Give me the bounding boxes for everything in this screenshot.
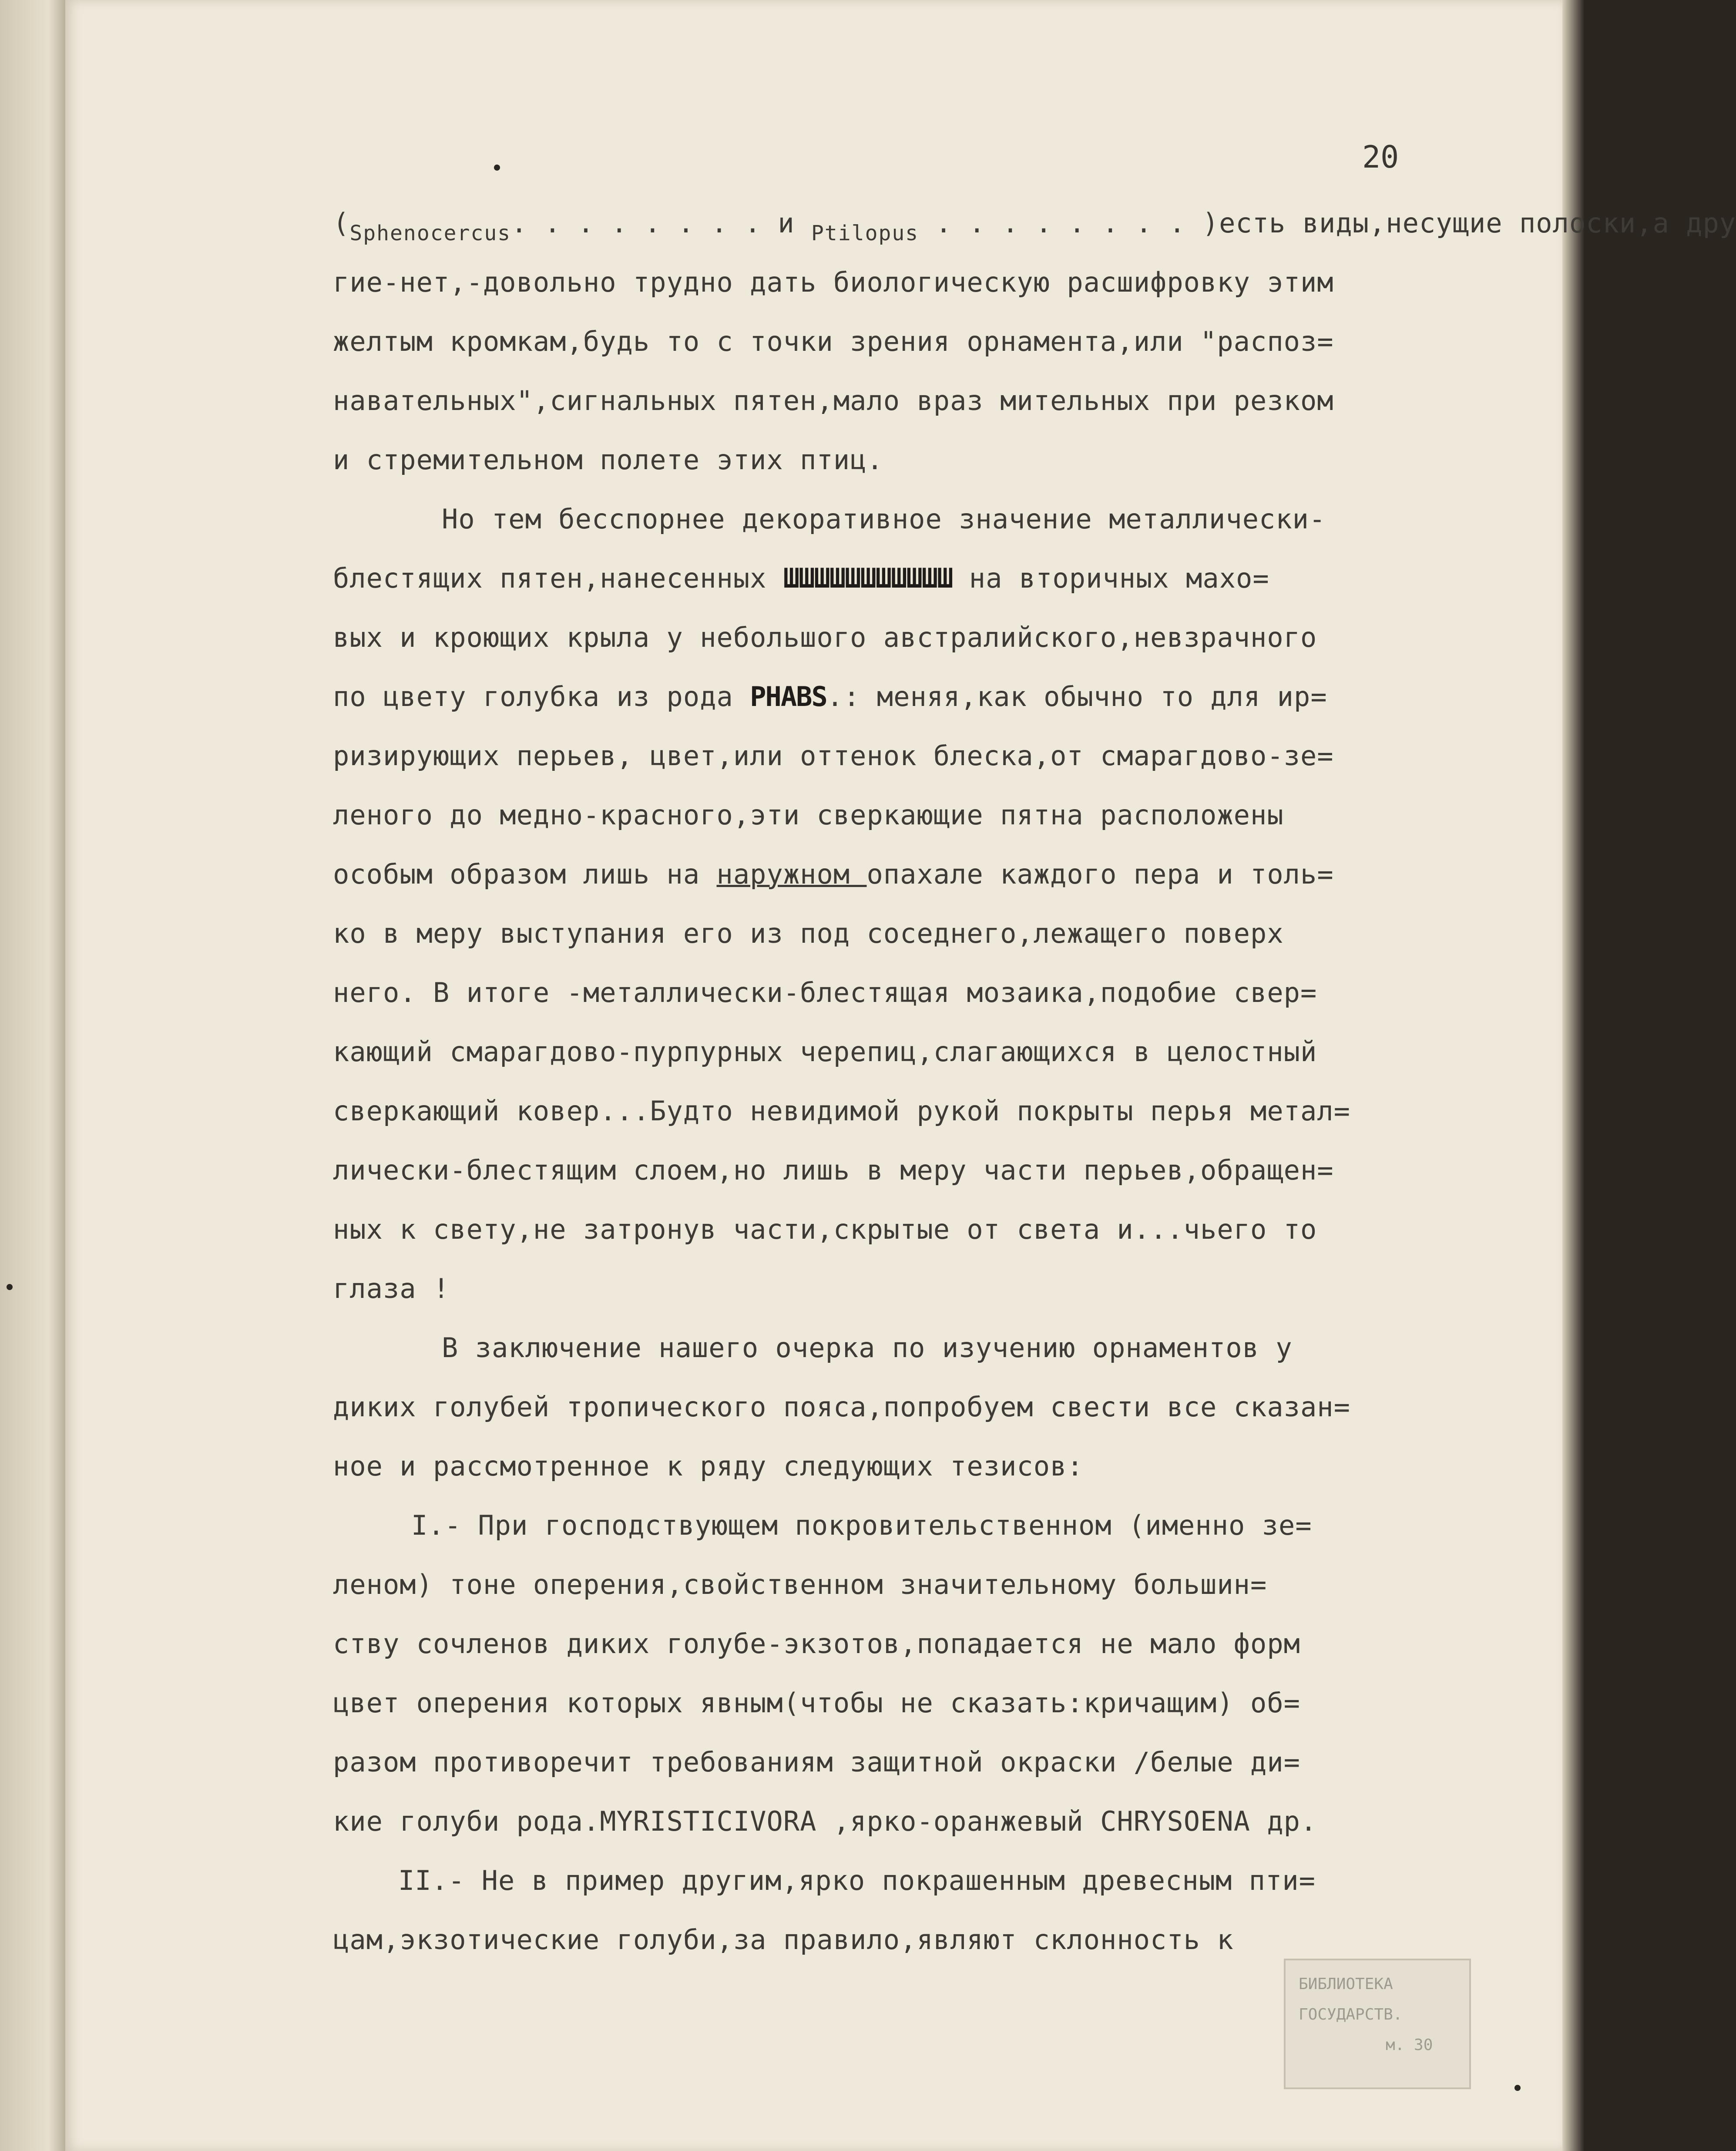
paragraph-start: В заключение нашего очерка по изучению орнаментов у [442,1332,1293,1364]
text-line: цвет оперения которых явным(чтобы не сказать:кричащим) об= [333,1687,1300,1719]
genus-name: Sphenocercus [349,221,511,245]
text-line: желтым кромкам,будь то с точки зрения орнамента,или "распоз= [333,326,1334,357]
genus-name: CHRYSOENA [1100,1805,1251,1837]
text-line: ко в меру выступания его из под соседнего,лежащего поверх [333,918,1284,949]
text-fragment: кие голуби рода. [333,1805,600,1837]
text-line [333,194,1736,253]
text-line: леного до медно-красного,эти сверкающие пятна расположены [333,799,1284,831]
text-line: сверкающий ковер...Будто невидимой рукой покрыты перья метал= [333,1095,1350,1127]
text-line: разом противоречит требованиям защитной окраски /белые ди= [333,1746,1300,1778]
text-line: кающий смарагдово-пурпурных черепиц,слагающихся в целостный [333,1036,1317,1068]
text-fragment: . . . . . . . . и [511,207,811,239]
text-fragment: ,ярко-оранжевый [816,1805,1101,1837]
underlying-page-edge [0,0,67,2151]
paragraph-start: Но тем бесспорнее декоративное значение металлически- [442,503,1326,535]
stamp-line: БИБЛИОТЕКА [1299,1975,1393,1993]
text-line [333,667,1482,726]
ink-dot [494,165,500,171]
text-line: ных к свету,не затронув части,скрытые от света и...чьего то [333,1213,1317,1245]
stamp-line: ГОСУДАРСТВ. [1299,2006,1403,2023]
page-right-edge [1562,0,1584,2151]
text-fragment: опахале каждого пера и толь= [866,858,1334,890]
text-fragment: блестящих пятен,нанесенных [333,562,783,594]
text-line: и стремительном полете этих птиц. [333,444,883,476]
genus-name: MYRISTICIVORA [600,1805,817,1837]
thesis-2-start: II.- Не в пример другим,ярко покрашенным древесным пти= [398,1865,1316,1896]
text-fragment: .: меняя,как обычно то для ир= [826,681,1327,713]
text-fragment: ( [333,207,350,239]
text-line: него. В итоге -металлически-блестящая мозаика,подобие свер= [333,977,1317,1008]
ink-dot [7,1284,13,1290]
text-line [333,1792,1482,1851]
genus-name: Ptilopus [811,221,919,245]
typewritten-text [333,194,1736,1970]
text-line: навательных",сигнальных пятен,мало враз мительных при резком [333,385,1334,417]
text-line: глаза ! [333,1273,450,1304]
thesis-1-start: I.- При господствующем покровительственном (именно зе= [411,1509,1312,1541]
ink-dot [1514,2085,1521,2091]
text-line [333,845,1482,904]
text-line: ризирующих перьев, цвет,или оттенок блеска,от смарагдово-зе= [333,740,1334,772]
text-fragment: особым образом лишь на [333,858,717,890]
genus-name: PHABS [750,681,827,713]
text-line: ное и рассмотренное к ряду следующих тезисов: [333,1450,1084,1482]
text-line: леном) тоне оперения,свойственном значительному большин= [333,1569,1267,1600]
text-fragment: по цвету голубка из рода [333,681,750,713]
text-line: диких голубей тропического пояса,попробуем свести все сказан= [333,1391,1350,1423]
library-stamp [1284,1959,1471,2089]
text-line: лически-блестящим слоем,но лишь в меру части перьев,обращен= [333,1154,1334,1186]
text-line [333,549,1482,608]
underlined-word: наружном [716,858,867,890]
text-line: цам,экзотические голуби,за правило,являют склонность к [333,1924,1234,1956]
text-line: вых и кроющих крыла у небольшого австралийского,невзрачного [333,622,1317,653]
text-line: ству сочленов диких голубе-экзотов,попадается не мало форм [333,1628,1300,1660]
stamp-line: м. 30 [1386,2036,1433,2054]
page-number: 20 [1362,139,1399,175]
text-fragment: на вторичных махо= [952,562,1269,594]
struck-out-text: ШШШШШШШШШШШ [783,562,953,594]
text-line: гие-нет,-довольно трудно дать биологическую расшифровку этим [333,266,1334,298]
text-fragment: . . . . . . . . )есть виды,несущие полоски,а дру [919,207,1736,239]
text-fragment: др. [1250,1805,1317,1837]
